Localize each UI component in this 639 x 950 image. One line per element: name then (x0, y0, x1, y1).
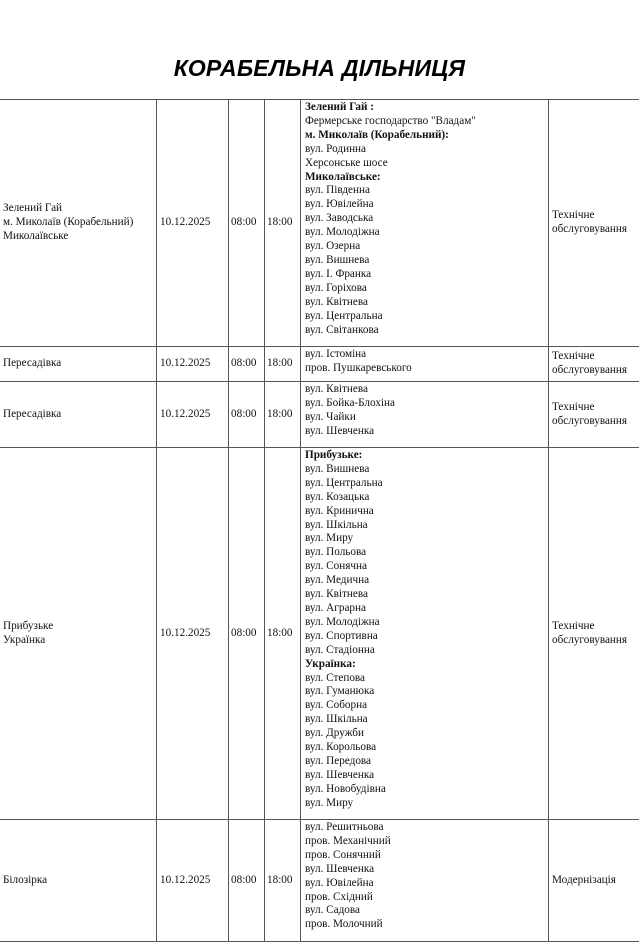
settlement-heading: м. Миколаїв (Корабельний): (305, 128, 449, 141)
table-row (0, 100, 639, 347)
reason-cell (549, 448, 639, 820)
street-item: вул. Квітнева (305, 588, 368, 601)
street-item: вул. Сонячна (305, 560, 367, 573)
street-item: вул. Соборна (305, 699, 368, 712)
street-item: вул. Родинна (305, 142, 367, 155)
end-time: 18:00 (267, 407, 293, 420)
table-row (0, 448, 639, 820)
settlement-heading: Українка: (305, 657, 356, 670)
start-time-cell (229, 820, 265, 942)
table-row (0, 382, 639, 448)
locality-cell (0, 347, 157, 382)
reason-cell (549, 820, 639, 942)
street-item: вул. Вишнева (305, 253, 370, 266)
street-item: вул. Південна (305, 184, 370, 197)
end-time-cell (265, 100, 301, 347)
street-item: вул. Спортивна (305, 629, 378, 642)
locality-name: Зелений Гай (3, 202, 63, 215)
end-time: 18:00 (267, 873, 293, 886)
end-time-cell (265, 382, 301, 448)
settlement-heading: Прибузьке: (305, 449, 363, 461)
street-item: вул. Істоміна (305, 348, 367, 360)
street-item: вул. Молодіжна (305, 226, 380, 239)
street-item: Херсонське шосе (305, 156, 388, 169)
street-item: вул. Стадіонна (305, 643, 375, 656)
streets-cell (301, 347, 549, 382)
street-item: вул. Ювілейна (305, 876, 374, 889)
start-time-cell (229, 448, 265, 820)
outage-reason: Модернізація (552, 873, 616, 886)
street-item: пров. Механічний (305, 834, 391, 847)
locality-name: Білозірка (3, 873, 48, 886)
end-time-cell (265, 347, 301, 382)
locality-cell (0, 448, 157, 820)
outage-date: 10.12.2025 (160, 873, 211, 886)
locality-name: Прибузьке (3, 619, 54, 632)
street-item: вул. Степова (305, 671, 366, 684)
street-item: вул. Решитньова (305, 821, 384, 833)
street-item: вул. Кринична (305, 504, 374, 517)
locality-cell (0, 820, 157, 942)
date-cell (157, 382, 229, 448)
outage-schedule-table (0, 99, 639, 942)
street-item: вул. Вишнева (305, 462, 370, 475)
street-item: вул. Передова (305, 754, 372, 767)
start-time-cell (229, 100, 265, 347)
street-item: вул. Молодіжна (305, 615, 380, 628)
street-item: пров. Молочний (305, 918, 383, 931)
street-item: вул. Горіхова (305, 281, 367, 294)
street-item: вул. Шкільна (305, 518, 368, 531)
locality-cell (0, 100, 157, 347)
street-item: вул. Шевченка (305, 768, 375, 781)
locality-name: Пересадівка (3, 407, 62, 420)
outage-reason: обслуговування (552, 414, 628, 427)
settlement-heading: Миколаївське: (305, 170, 381, 183)
street-item: вул. Миру (305, 532, 354, 545)
street-item: Фермерське господарство "Владам" (305, 114, 476, 127)
locality-name: Пересадівка (3, 357, 62, 370)
date-cell (157, 100, 229, 347)
street-item: вул. Центральна (305, 476, 383, 489)
page-title: КОРАБЕЛЬНА ДІЛЬНИЦЯ (173, 55, 466, 81)
end-time: 18:00 (267, 626, 293, 639)
reason-cell (549, 382, 639, 448)
street-item: вул. Шевченка (305, 862, 375, 875)
settlement-heading: Зелений Гай : (305, 101, 374, 113)
outage-reason: Технічне (552, 350, 595, 363)
street-item: пров. Сонячний (305, 848, 381, 861)
street-item: вул. Чайки (305, 410, 356, 423)
street-item: вул. Польова (305, 546, 367, 559)
date-cell (157, 820, 229, 942)
street-item: вул. Шевченка (305, 424, 375, 437)
locality-name: Миколаївське (3, 229, 69, 242)
end-time: 18:00 (267, 216, 293, 229)
street-item: вул. Медична (305, 574, 370, 587)
outage-date: 10.12.2025 (160, 407, 211, 420)
locality-cell (0, 382, 157, 448)
outage-reason: обслуговування (552, 633, 628, 646)
start-time-cell (229, 347, 265, 382)
end-time-cell (265, 820, 301, 942)
locality-name: Українка (3, 633, 46, 646)
street-item: вул. Квітнева (305, 383, 368, 395)
end-time: 18:00 (267, 357, 293, 370)
start-time: 08:00 (231, 216, 257, 229)
outage-date: 10.12.2025 (160, 626, 211, 639)
street-item: вул. Садова (305, 904, 360, 917)
start-time: 08:00 (231, 407, 257, 420)
start-time: 08:00 (231, 873, 257, 886)
reason-cell (549, 100, 639, 347)
outage-reason: обслуговування (552, 223, 628, 235)
street-item: пров. Пушкаревського (305, 361, 412, 374)
outage-reason: обслуговування (552, 364, 628, 376)
table-row (0, 820, 639, 942)
date-cell (157, 347, 229, 382)
outage-date: 10.12.2025 (160, 357, 211, 370)
street-item: вул. І. Франка (305, 267, 372, 280)
street-item: вул. Дружби (305, 727, 364, 740)
street-item: вул. Аграрна (305, 601, 366, 614)
street-item: вул. Миру (305, 796, 354, 809)
outage-reason: Технічне (552, 400, 595, 413)
street-item: вул. Заводська (305, 212, 374, 225)
start-time: 08:00 (231, 357, 257, 370)
table-row (0, 347, 639, 382)
street-item: вул. Ювілейна (305, 198, 374, 211)
street-item: вул. Гуманюка (305, 685, 375, 698)
streets-cell (301, 100, 549, 347)
street-item: вул. Бойка-Блохіна (305, 396, 395, 409)
outage-reason: Технічне (552, 209, 595, 222)
streets-cell (301, 382, 549, 448)
outage-date: 10.12.2025 (160, 216, 211, 229)
start-time: 08:00 (231, 626, 257, 639)
locality-name: м. Миколаїв (Корабельний) (3, 216, 134, 229)
street-item: вул. Новобудівна (305, 782, 386, 795)
end-time-cell (265, 448, 301, 820)
street-item: вул. Квітнева (305, 295, 368, 308)
reason-cell (549, 347, 639, 382)
street-item: вул. Центральна (305, 309, 383, 322)
street-item: вул. Козацька (305, 490, 370, 503)
street-item: вул. Озерна (305, 240, 361, 253)
street-item: пров. Східний (305, 890, 373, 903)
start-time-cell (229, 382, 265, 448)
streets-cell (301, 820, 549, 942)
streets-cell (301, 448, 549, 820)
street-item: вул. Світанкова (305, 323, 379, 336)
date-cell (157, 448, 229, 820)
street-item: вул. Корольова (305, 741, 377, 754)
outage-reason: Технічне (552, 619, 595, 632)
street-item: вул. Шкільна (305, 713, 368, 726)
